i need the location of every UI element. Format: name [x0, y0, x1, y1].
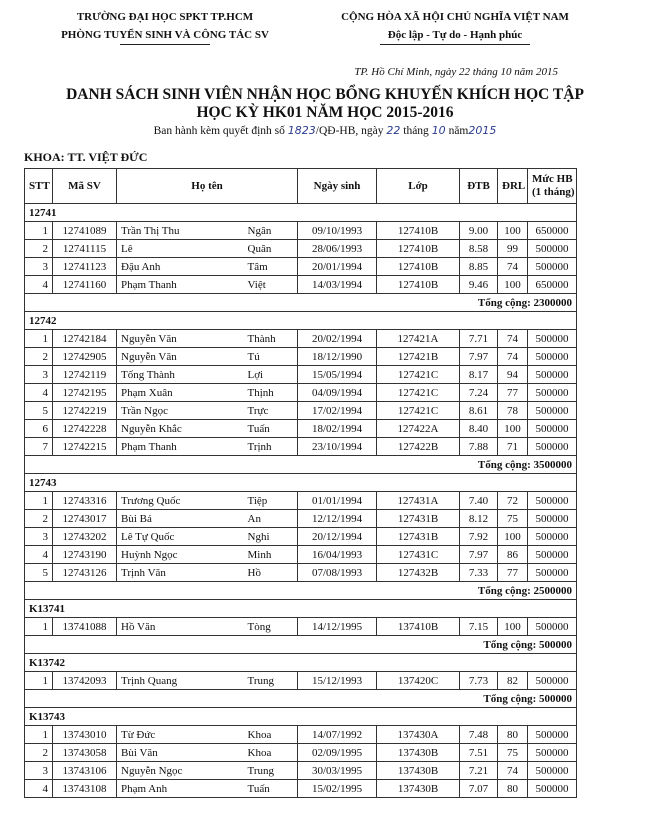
cell-dtb: 8.40 [460, 420, 498, 438]
table-row [25, 564, 577, 582]
total-row [25, 636, 577, 654]
cell-ngay-sinh: 28/06/1993 [298, 240, 377, 258]
table-header-row [25, 169, 577, 204]
cell-ho: Bùi Văn [117, 744, 244, 762]
cell-ma-sv: 12742184 [53, 330, 117, 348]
table-row [25, 672, 577, 690]
cell-drl: 86 [498, 546, 528, 564]
cell-ma-sv: 13743106 [53, 762, 117, 780]
cell-lop: 127431C [377, 546, 460, 564]
table-row [25, 528, 577, 546]
cell-ten: Lợi [244, 366, 298, 384]
table-row [25, 222, 577, 240]
cell-drl: 74 [498, 348, 528, 366]
cell-ngay-sinh: 07/08/1993 [298, 564, 377, 582]
cell-ten: Thành [244, 330, 298, 348]
cell-ma-sv: 12743017 [53, 510, 117, 528]
cell-drl: 100 [498, 420, 528, 438]
group-name: 12741 [25, 204, 577, 222]
cell-dtb: 7.15 [460, 618, 498, 636]
cell-dtb: 7.24 [460, 384, 498, 402]
cell-dtb: 7.97 [460, 546, 498, 564]
cell-stt: 7 [25, 438, 53, 456]
decision-number: 1823 [287, 124, 316, 137]
group-total: Tổng cộng: 3500000 [25, 456, 577, 474]
cell-muc-hb: 500000 [528, 348, 577, 366]
cell-ma-sv: 13743108 [53, 780, 117, 798]
cell-muc-hb: 500000 [528, 366, 577, 384]
cell-stt: 2 [25, 510, 53, 528]
cell-ngay-sinh: 20/01/1994 [298, 258, 377, 276]
cell-ho: Tống Thành [117, 366, 244, 384]
header-right-underline [380, 44, 530, 45]
national-motto: Độc lập - Tự do - Hạnh phúc [387, 29, 523, 41]
cell-lop: 137430A [377, 726, 460, 744]
cell-ma-sv: 12742228 [53, 420, 117, 438]
cell-muc-hb: 500000 [528, 546, 577, 564]
cell-ma-sv: 12743316 [53, 492, 117, 510]
cell-stt: 4 [25, 780, 53, 798]
cell-ten: Quân [244, 240, 298, 258]
cell-ma-sv: 12741160 [53, 276, 117, 294]
cell-stt: 4 [25, 546, 53, 564]
cell-muc-hb: 500000 [528, 510, 577, 528]
cell-ma-sv: 12743202 [53, 528, 117, 546]
cell-ngay-sinh: 20/02/1994 [298, 330, 377, 348]
cell-muc-hb: 500000 [528, 564, 577, 582]
cell-stt: 2 [25, 240, 53, 258]
cell-muc-hb: 500000 [528, 744, 577, 762]
cell-lop: 127421A [377, 330, 460, 348]
cell-ten: Tuấn [244, 420, 298, 438]
cell-stt: 3 [25, 258, 53, 276]
cell-muc-hb: 500000 [528, 780, 577, 798]
cell-dtb: 8.85 [460, 258, 498, 276]
cell-ngay-sinh: 15/02/1995 [298, 780, 377, 798]
decision-mid1: /QĐ-HB, ngày [315, 125, 384, 137]
cell-muc-hb: 500000 [528, 528, 577, 546]
cell-muc-hb: 500000 [528, 402, 577, 420]
table-row [25, 438, 577, 456]
cell-ngay-sinh: 04/09/1994 [298, 384, 377, 402]
cell-ngay-sinh: 23/10/1994 [298, 438, 377, 456]
cell-lop: 137430B [377, 780, 460, 798]
cell-ngay-sinh: 14/03/1994 [298, 276, 377, 294]
cell-ten: Tiệp [244, 492, 298, 510]
cell-dtb: 7.40 [460, 492, 498, 510]
decision-prefix: Ban hành kèm quyết định số [153, 125, 285, 137]
cell-muc-hb: 500000 [528, 672, 577, 690]
decision-day: 22 [386, 124, 401, 137]
cell-ngay-sinh: 18/12/1990 [298, 348, 377, 366]
cell-muc-hb: 500000 [528, 258, 577, 276]
cell-ten: Tòng [244, 618, 298, 636]
cell-ho: Hồ Văn [117, 618, 244, 636]
cell-drl: 77 [498, 564, 528, 582]
table-row [25, 492, 577, 510]
decision-line [0, 124, 650, 137]
table-row [25, 744, 577, 762]
cell-ngay-sinh: 18/02/1994 [298, 420, 377, 438]
group-name: K13742 [25, 654, 577, 672]
cell-ma-sv: 12741089 [53, 222, 117, 240]
cell-lop: 127410B [377, 258, 460, 276]
cell-muc-hb: 500000 [528, 384, 577, 402]
scholarship-table [24, 168, 577, 798]
cell-ngay-sinh: 16/04/1993 [298, 546, 377, 564]
cell-ho: Từ Đức [117, 726, 244, 744]
group-name: 12743 [25, 474, 577, 492]
col-dtb: ĐTB [460, 169, 498, 204]
table-row [25, 420, 577, 438]
col-stt: STT [25, 169, 53, 204]
table-row [25, 762, 577, 780]
cell-lop: 137430B [377, 744, 460, 762]
cell-stt: 3 [25, 366, 53, 384]
total-row [25, 294, 577, 312]
cell-drl: 72 [498, 492, 528, 510]
cell-ma-sv: 12743126 [53, 564, 117, 582]
document-subtitle: HỌC KỲ HK01 NĂM HỌC 2015-2016 [196, 104, 454, 121]
cell-ngay-sinh: 15/12/1993 [298, 672, 377, 690]
cell-drl: 74 [498, 258, 528, 276]
cell-drl: 99 [498, 240, 528, 258]
cell-dtb: 8.58 [460, 240, 498, 258]
cell-stt: 1 [25, 492, 53, 510]
cell-lop: 127422B [377, 438, 460, 456]
cell-ho: Lê Tự Quốc [117, 528, 244, 546]
table-row [25, 258, 577, 276]
cell-ma-sv: 12742219 [53, 402, 117, 420]
table-row [25, 330, 577, 348]
header-right [340, 8, 570, 45]
cell-stt: 3 [25, 528, 53, 546]
cell-dtb: 8.17 [460, 366, 498, 384]
group-name: 12742 [25, 312, 577, 330]
cell-ma-sv: 12741123 [53, 258, 117, 276]
cell-ho: Phạm Thanh [117, 438, 244, 456]
cell-ten: Trung [244, 762, 298, 780]
cell-lop: 127410B [377, 240, 460, 258]
cell-muc-hb: 650000 [528, 222, 577, 240]
cell-stt: 2 [25, 348, 53, 366]
cell-ma-sv: 12742119 [53, 366, 117, 384]
cell-muc-hb: 500000 [528, 438, 577, 456]
cell-stt: 1 [25, 672, 53, 690]
cell-drl: 94 [498, 366, 528, 384]
decision-month: 10 [431, 124, 446, 137]
cell-muc-hb: 500000 [528, 618, 577, 636]
cell-ho: Trần Thị Thu [117, 222, 244, 240]
cell-lop: 127421C [377, 402, 460, 420]
cell-ten: Trung [244, 672, 298, 690]
cell-ho: Phạm Anh [117, 780, 244, 798]
cell-muc-hb: 500000 [528, 330, 577, 348]
national-title: CỘNG HÒA XÃ HỘI CHỦ NGHĨA VIỆT NAM [341, 11, 569, 23]
cell-muc-hb: 500000 [528, 240, 577, 258]
group-row [25, 474, 577, 492]
cell-ho: Trương Quốc [117, 492, 244, 510]
cell-ten: Tuấn [244, 780, 298, 798]
cell-ten: Tú [244, 348, 298, 366]
group-name: K13741 [25, 600, 577, 618]
cell-stt: 3 [25, 762, 53, 780]
col-ma-sv: Mã SV [53, 169, 117, 204]
total-row [25, 690, 577, 708]
cell-ten: Việt [244, 276, 298, 294]
col-muc-hb-label: Mức HB [532, 173, 573, 185]
cell-lop: 127422A [377, 420, 460, 438]
decision-mid3: năm [448, 125, 469, 137]
cell-ho: Nguyễn Khắc [117, 420, 244, 438]
group-total: Tổng cộng: 2300000 [25, 294, 577, 312]
cell-lop: 127410B [377, 276, 460, 294]
cell-dtb: 7.21 [460, 762, 498, 780]
cell-muc-hb: 500000 [528, 420, 577, 438]
cell-stt: 1 [25, 330, 53, 348]
cell-lop: 137430B [377, 762, 460, 780]
cell-ho: Lê [117, 240, 244, 258]
header-left-underline [120, 44, 210, 45]
cell-ngay-sinh: 02/09/1995 [298, 744, 377, 762]
cell-dtb: 7.97 [460, 348, 498, 366]
cell-dtb: 9.46 [460, 276, 498, 294]
cell-dtb: 7.07 [460, 780, 498, 798]
cell-drl: 82 [498, 672, 528, 690]
col-muc-hb [528, 169, 577, 204]
cell-ma-sv: 13743010 [53, 726, 117, 744]
cell-ma-sv: 12742195 [53, 384, 117, 402]
cell-lop: 127431B [377, 510, 460, 528]
group-row [25, 708, 577, 726]
group-name: K13743 [25, 708, 577, 726]
cell-drl: 74 [498, 330, 528, 348]
cell-lop: 127432B [377, 564, 460, 582]
table-row [25, 348, 577, 366]
cell-ngay-sinh: 30/03/1995 [298, 762, 377, 780]
cell-drl: 78 [498, 402, 528, 420]
cell-stt: 1 [25, 726, 53, 744]
group-row [25, 600, 577, 618]
document-title: DANH SÁCH SINH VIÊN NHẬN HỌC BỔNG KHUYẾN KHÍCH HỌC TẬP [66, 86, 584, 103]
table-row [25, 726, 577, 744]
group-total: Tổng cộng: 500000 [25, 690, 577, 708]
cell-ngay-sinh: 20/12/1994 [298, 528, 377, 546]
cell-muc-hb: 500000 [528, 492, 577, 510]
cell-dtb: 7.92 [460, 528, 498, 546]
cell-ngay-sinh: 12/12/1994 [298, 510, 377, 528]
col-lop: Lớp [377, 169, 460, 204]
cell-ten: Nghi [244, 528, 298, 546]
cell-stt: 1 [25, 618, 53, 636]
cell-ho: Phạm Xuân [117, 384, 244, 402]
cell-dtb: 7.48 [460, 726, 498, 744]
table-row [25, 618, 577, 636]
cell-ho: Trịnh Quang [117, 672, 244, 690]
cell-lop: 127431B [377, 528, 460, 546]
university-name: TRƯỜNG ĐẠI HỌC SPKT TP.HCM [76, 11, 254, 23]
cell-ma-sv: 12741115 [53, 240, 117, 258]
cell-ho: Đậu Anh [117, 258, 244, 276]
cell-muc-hb: 650000 [528, 276, 577, 294]
cell-ngay-sinh: 15/05/1994 [298, 366, 377, 384]
cell-stt: 5 [25, 564, 53, 582]
cell-drl: 74 [498, 762, 528, 780]
table-body [25, 204, 577, 798]
cell-ma-sv: 13743058 [53, 744, 117, 762]
table-row [25, 366, 577, 384]
total-row [25, 456, 577, 474]
cell-lop: 127421C [377, 366, 460, 384]
cell-drl: 71 [498, 438, 528, 456]
cell-ma-sv: 12743190 [53, 546, 117, 564]
cell-dtb: 7.51 [460, 744, 498, 762]
header-left [55, 8, 275, 45]
cell-stt: 1 [25, 222, 53, 240]
cell-ten: Trịnh [244, 438, 298, 456]
cell-lop: 127410B [377, 222, 460, 240]
cell-ngay-sinh: 09/10/1993 [298, 222, 377, 240]
cell-lop: 127421B [377, 348, 460, 366]
cell-dtb: 7.73 [460, 672, 498, 690]
cell-drl: 100 [498, 276, 528, 294]
cell-drl: 100 [498, 618, 528, 636]
cell-dtb: 7.33 [460, 564, 498, 582]
cell-dtb: 7.88 [460, 438, 498, 456]
decision-mid2: tháng [403, 125, 429, 137]
total-row [25, 582, 577, 600]
cell-drl: 77 [498, 384, 528, 402]
date-line: TP. Hồ Chí Minh, ngày 22 tháng 10 năm 2015 [354, 66, 558, 78]
cell-ngay-sinh: 01/01/1994 [298, 492, 377, 510]
col-ho-ten: Họ tên [117, 169, 298, 204]
cell-stt: 4 [25, 384, 53, 402]
cell-drl: 80 [498, 726, 528, 744]
decision-year: 2015 [468, 124, 497, 137]
cell-ma-sv: 12742215 [53, 438, 117, 456]
cell-drl: 75 [498, 510, 528, 528]
cell-ho: Nguyễn Văn [117, 330, 244, 348]
table-row [25, 546, 577, 564]
cell-drl: 100 [498, 528, 528, 546]
cell-ngay-sinh: 14/07/1992 [298, 726, 377, 744]
group-total: Tổng cộng: 2500000 [25, 582, 577, 600]
table-row [25, 780, 577, 798]
cell-ten: Khoa [244, 744, 298, 762]
cell-ho: Huỳnh Ngọc [117, 546, 244, 564]
cell-lop: 127431A [377, 492, 460, 510]
cell-ngay-sinh: 14/12/1995 [298, 618, 377, 636]
cell-drl: 100 [498, 222, 528, 240]
group-row [25, 654, 577, 672]
col-ngay-sinh: Ngày sinh [298, 169, 377, 204]
cell-lop: 127421C [377, 384, 460, 402]
cell-ten: An [244, 510, 298, 528]
table-row [25, 510, 577, 528]
cell-ten: Hồ [244, 564, 298, 582]
cell-drl: 80 [498, 780, 528, 798]
cell-muc-hb: 500000 [528, 762, 577, 780]
cell-ten: Khoa [244, 726, 298, 744]
cell-ten: Thịnh [244, 384, 298, 402]
cell-dtb: 7.71 [460, 330, 498, 348]
cell-drl: 75 [498, 744, 528, 762]
table-row [25, 384, 577, 402]
cell-stt: 6 [25, 420, 53, 438]
cell-ten: Minh [244, 546, 298, 564]
cell-dtb: 9.00 [460, 222, 498, 240]
faculty-label: KHOA: TT. VIỆT ĐỨC [24, 150, 148, 164]
table-row [25, 240, 577, 258]
cell-ngay-sinh: 17/02/1994 [298, 402, 377, 420]
cell-dtb: 8.12 [460, 510, 498, 528]
cell-ho: Nguyễn Văn [117, 348, 244, 366]
cell-ho: Trần Ngọc [117, 402, 244, 420]
col-drl: ĐRL [498, 169, 528, 204]
cell-ho: Trịnh Văn [117, 564, 244, 582]
cell-ma-sv: 13742093 [53, 672, 117, 690]
col-muc-hb-sub: (1 tháng) [532, 186, 575, 198]
cell-stt: 4 [25, 276, 53, 294]
cell-lop: 137420C [377, 672, 460, 690]
cell-muc-hb: 500000 [528, 726, 577, 744]
cell-ho: Phạm Thanh [117, 276, 244, 294]
cell-ma-sv: 12742905 [53, 348, 117, 366]
cell-stt: 5 [25, 402, 53, 420]
cell-stt: 2 [25, 744, 53, 762]
department-name: PHÒNG TUYỂN SINH VÀ CÔNG TÁC SV [61, 29, 269, 41]
cell-ho: Nguyễn Ngọc [117, 762, 244, 780]
group-row [25, 204, 577, 222]
cell-lop: 137410B [377, 618, 460, 636]
cell-ho: Bùi Bá [117, 510, 244, 528]
cell-ma-sv: 13741088 [53, 618, 117, 636]
cell-ten: Tâm [244, 258, 298, 276]
cell-dtb: 8.61 [460, 402, 498, 420]
cell-ten: Ngân [244, 222, 298, 240]
table-row [25, 402, 577, 420]
group-total: Tổng cộng: 500000 [25, 636, 577, 654]
group-row [25, 312, 577, 330]
table-row [25, 276, 577, 294]
cell-ten: Trực [244, 402, 298, 420]
